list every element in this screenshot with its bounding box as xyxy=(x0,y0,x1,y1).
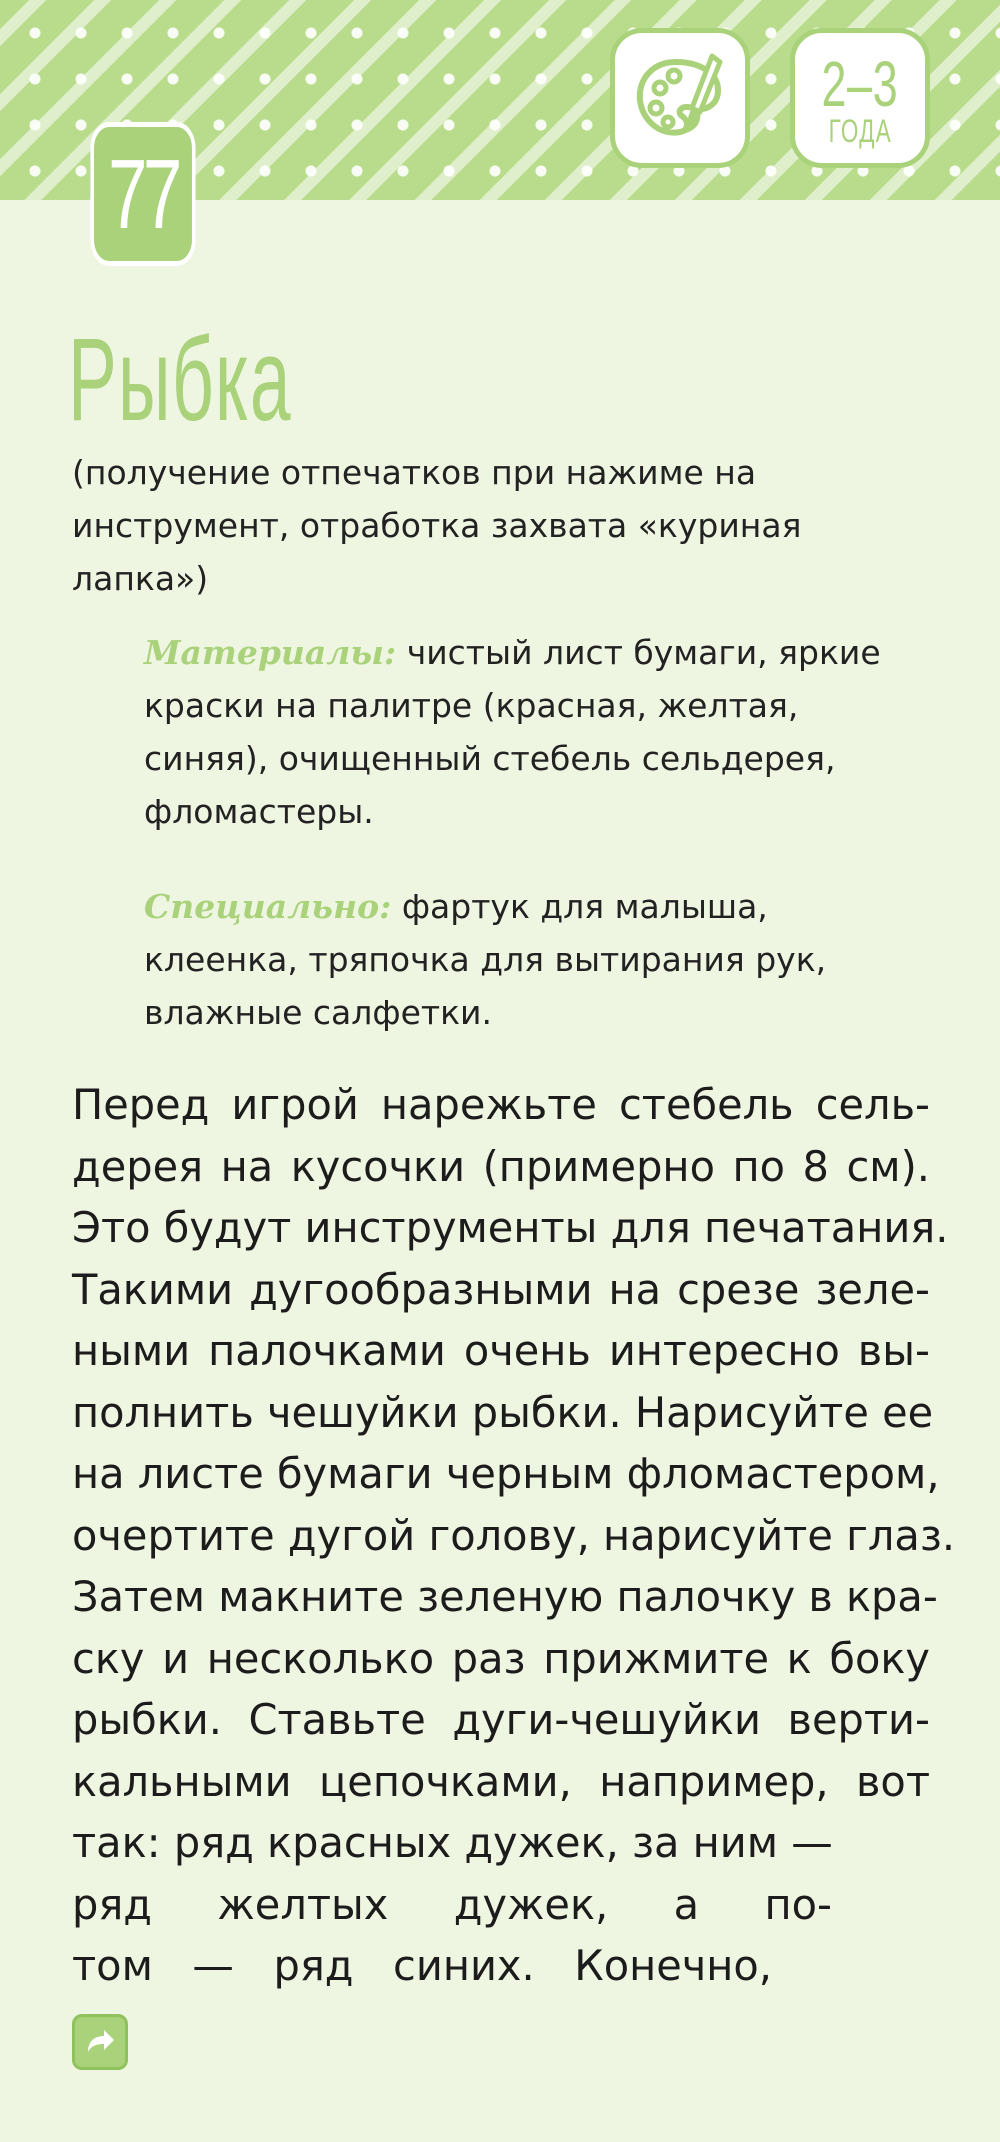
body-line: том — ряд синих. Конечно, xyxy=(72,1941,772,1990)
body-line: Перед игрой нарежьте стебель сель- xyxy=(72,1080,930,1129)
body-line: Такими дугообразными на срезе зеле- xyxy=(72,1264,930,1314)
card-number-badge xyxy=(90,122,195,266)
body-line: кальными цепочками, например, вот xyxy=(72,1756,930,1806)
age-badge xyxy=(790,28,930,168)
body-line: очертите дугой голову, нарисуйте глаз. xyxy=(72,1510,956,1560)
body-line: дерея на кусочки (примерно по 8 см). xyxy=(72,1141,930,1191)
body-line: ску и несколько раз прижмите к боку xyxy=(72,1633,930,1683)
card-number: 77 xyxy=(108,138,178,249)
body-line: на листе бумаги черным фломастером, xyxy=(72,1449,940,1498)
arrow-forward-icon xyxy=(82,2024,118,2060)
age-unit: ГОДА xyxy=(828,113,892,149)
materials-label: Материалы: xyxy=(144,633,397,672)
page-title: Рыбка xyxy=(68,314,292,446)
next-page-button[interactable] xyxy=(72,2014,128,2070)
age-range: 2–3 xyxy=(821,48,899,120)
body-line: так: ряд красных дужек, за ним — xyxy=(72,1818,833,1867)
special-text: фартук для малыша, клеенка, тряпочка для вытирания рук, влажные салфетки. xyxy=(144,887,827,1032)
body-line: Затем макните зеленую палочку в кра- xyxy=(72,1572,938,1621)
activity-type-badge xyxy=(610,28,750,168)
page-subtitle: (получение отпечатков при нажиме на инструмент, отработка захвата «куриная лапка») xyxy=(72,453,802,598)
materials-block xyxy=(144,626,924,838)
body-line: полнить чешуйки рыбки. Нарисуйте ее xyxy=(72,1387,934,1437)
special-block xyxy=(144,880,924,1039)
body-line: ными палочками очень интересно вы- xyxy=(72,1326,930,1375)
special-label: Специально: xyxy=(144,887,392,926)
body-line: Это будут инструменты для печатания. xyxy=(72,1203,949,1252)
materials-text: чистый лист бумаги, яркие краски на палитре (красная, желтая, синяя), очищенный стебель сельдерея, фломастеры. xyxy=(144,633,881,831)
body-line: ряд желтых дужек, а по- xyxy=(72,1879,832,1929)
palette-brush-icon xyxy=(630,48,730,148)
instructions-text xyxy=(72,1074,956,1997)
body-line: рыбки. Ставьте дуги-чешуйки верти- xyxy=(72,1695,930,1744)
